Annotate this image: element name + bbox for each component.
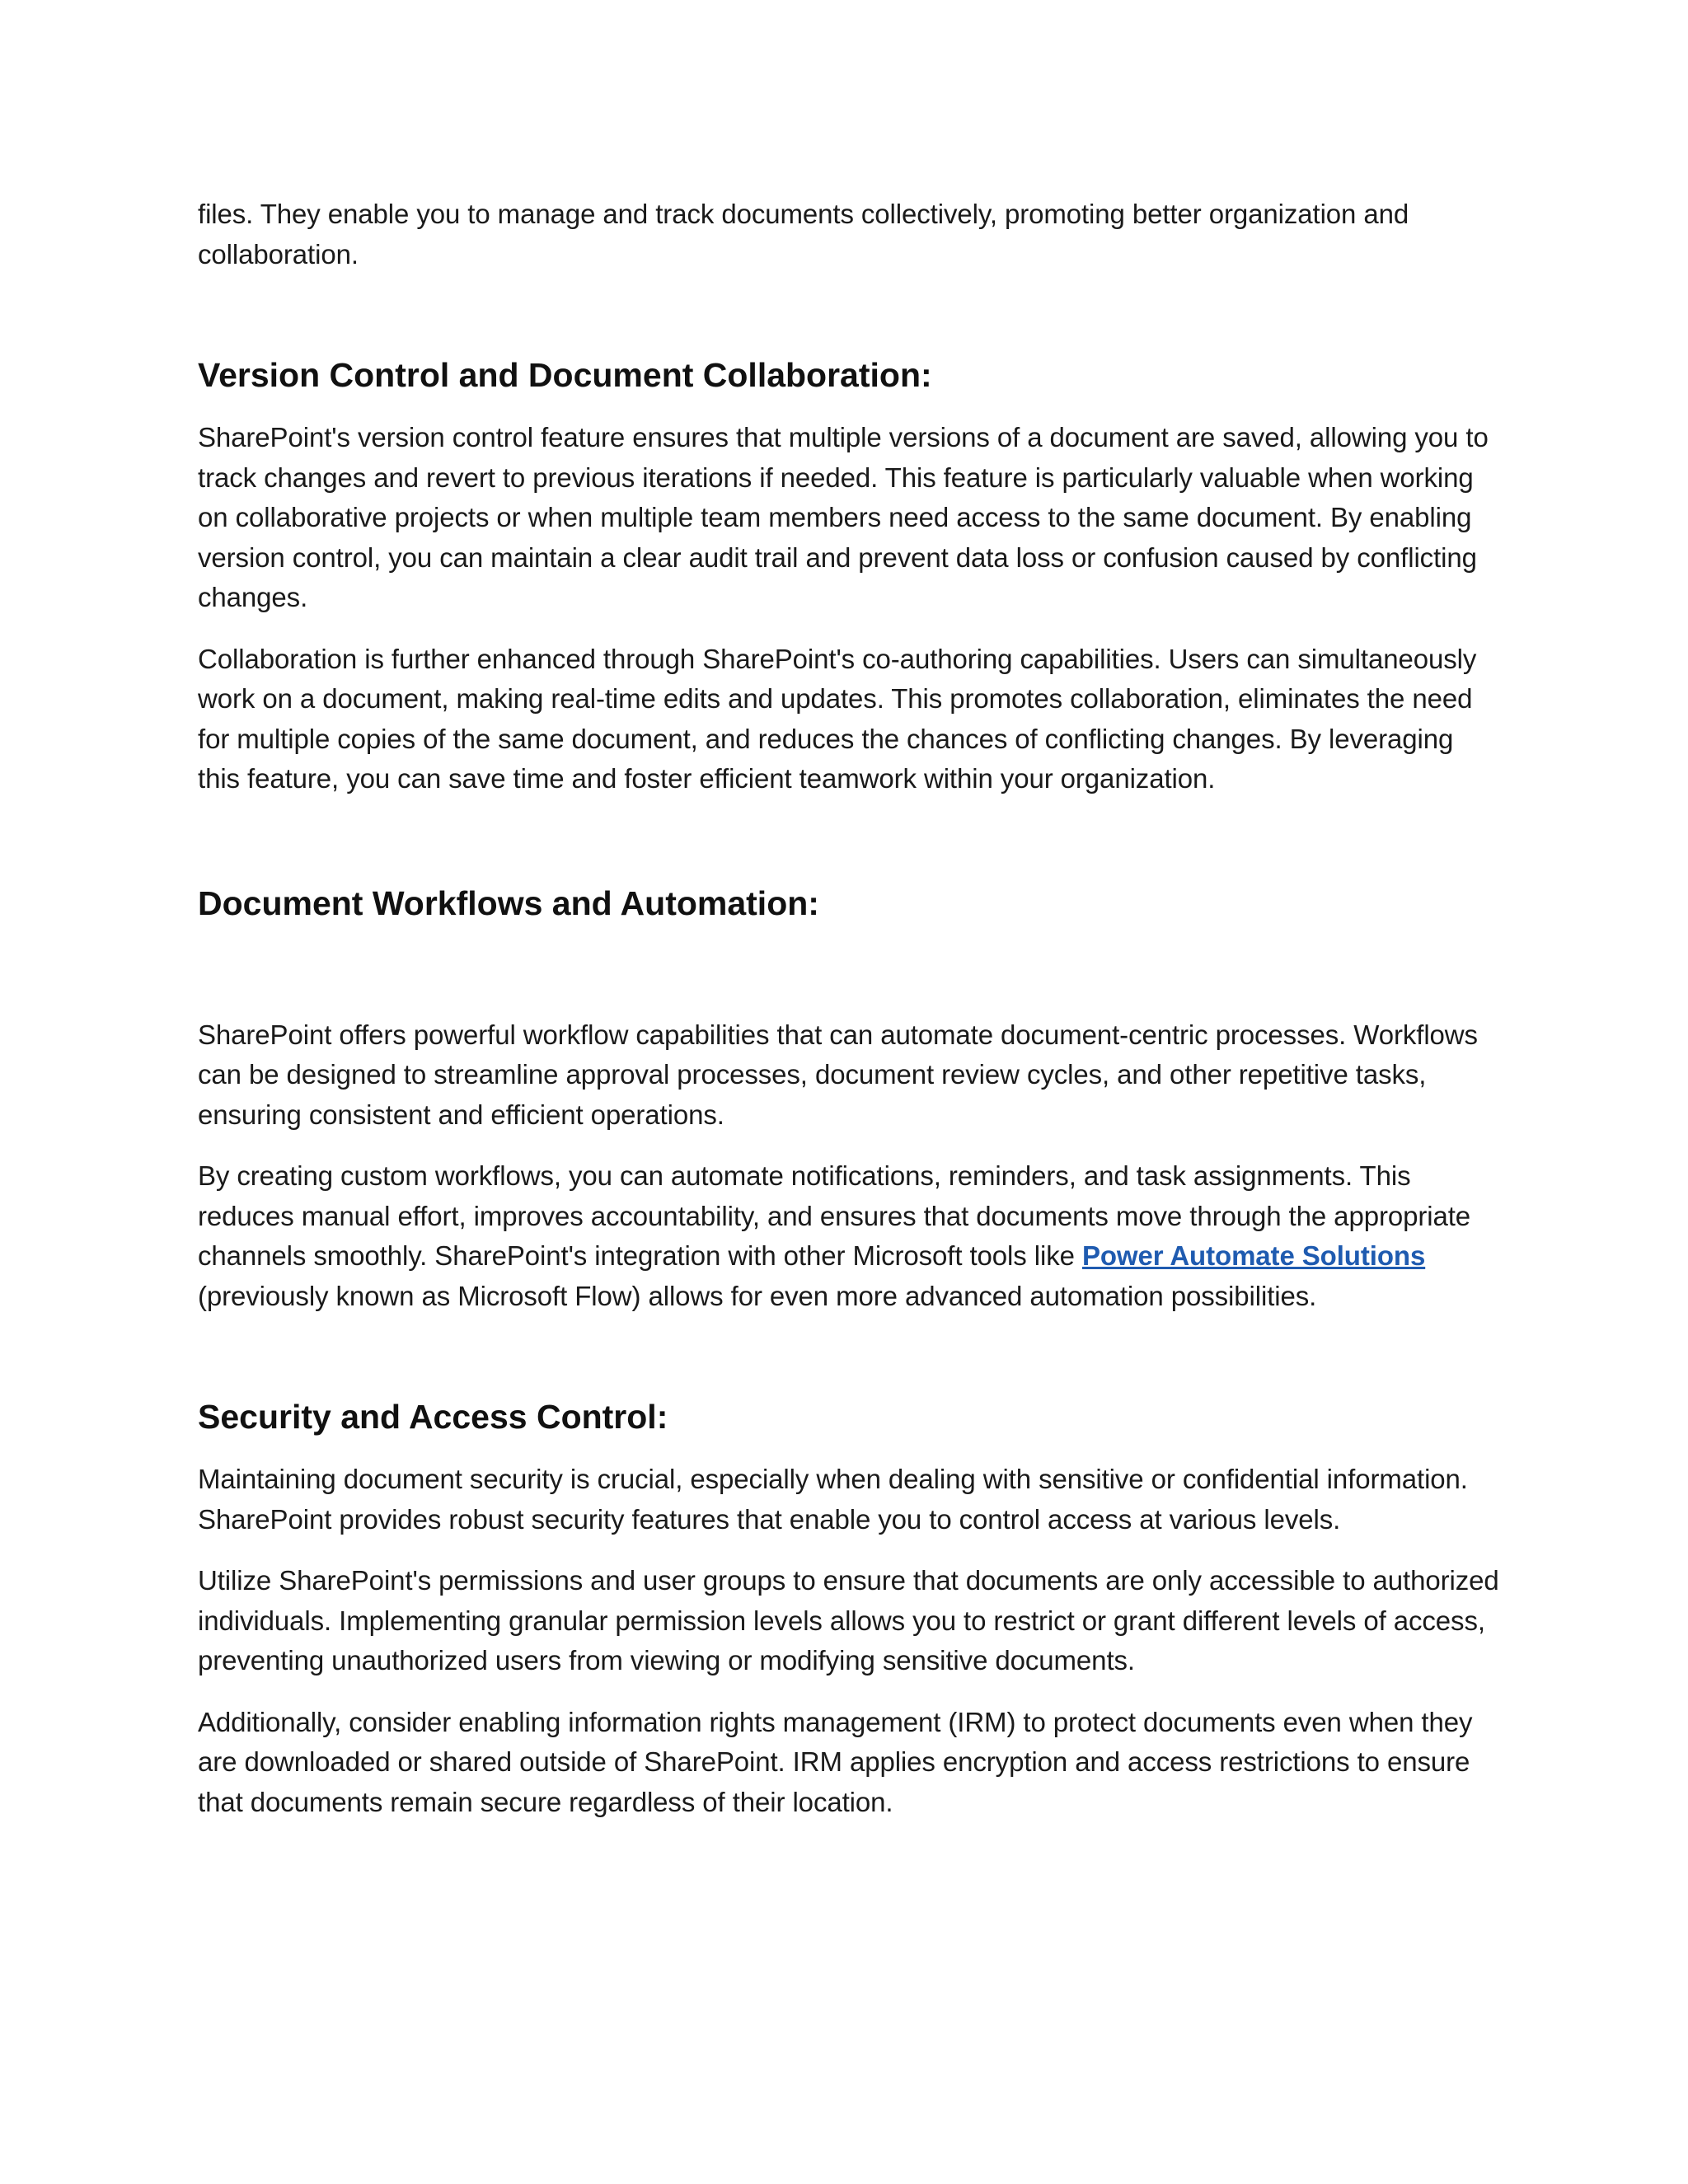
version-control-paragraph-1: SharePoint's version control feature ensures that multiple versions of a document are saved, allowing you to track changes and revert to previous iterations if needed. This feature is particularly valuable when working on collaborative projects or when multiple team members need access to the same document. By enabling version control, you can maintain a clear audit trail and prevent data loss or confusion caused by conflicting changes. bbox=[198, 422, 1489, 612]
intro-paragraph: files. They enable you to manage and track documents collectively, promoting better organization and collaboration. bbox=[198, 199, 1409, 269]
security-paragraph-3: Additionally, consider enabling information rights management (IRM) to protect documents even when they are downloaded or shared outside of SharePoint. IRM applies encryption and access restrictions to ensure that documents remain secure regardless of their location. bbox=[198, 1706, 1473, 1817]
security-paragraph-1: Maintaining document security is crucial, especially when dealing with sensitive or confidential information. SharePoint provides robust security features that enable you to control access at various levels. bbox=[198, 1464, 1468, 1535]
workflows-paragraph-2 bbox=[198, 1156, 1500, 1316]
version-control-section bbox=[198, 354, 1500, 799]
workflows-paragraph-1: SharePoint offers powerful workflow capabilities that can automate document-centric processes. Workflows can be designed to streamline approval processes, document review cycles, and other repetitive tasks, ensuring consistent and efficient operations. bbox=[198, 1019, 1478, 1130]
version-control-heading: Version Control and Document Collaboration: bbox=[198, 356, 932, 394]
version-control-paragraph-2: Collaboration is further enhanced through SharePoint's co-authoring capabilities. Users can simultaneously work on a document, making real-time edits and updates. This promotes collaboration, eliminates the need for multiple copies of the same document, and reduces the chances of conflicting changes. By leveraging this feature, you can save time and foster efficient teamwork within your organization. bbox=[198, 643, 1477, 794]
power-automate-solutions-link[interactable]: Power Automate Solutions bbox=[1081, 1240, 1426, 1271]
workflows-paragraph-2-text-after: (previously known as Microsoft Flow) allows for even more advanced automation possibilities. bbox=[198, 1280, 1317, 1311]
workflows-heading: Document Workflows and Automation: bbox=[198, 883, 819, 922]
document-page bbox=[198, 194, 1500, 1822]
security-heading: Security and Access Control: bbox=[198, 1398, 668, 1436]
security-section bbox=[198, 1395, 1500, 1822]
workflows-section bbox=[198, 882, 1500, 1317]
workflows-paragraph-2-text-before: By creating custom workflows, you can automate notifications, reminders, and task assignments. This reduces manual effort, improves accountability, and ensures that documents move through the appropriate channels smoothly. SharePoint's integration with other Microsoft tools like bbox=[198, 1160, 1471, 1271]
security-paragraph-2: Utilize SharePoint's permissions and user groups to ensure that documents are only accessible to authorized individuals. Implementing granular permission levels allows you to restrict or grant different levels of access, preventing unauthorized users from viewing or modifying sensitive documents. bbox=[198, 1565, 1499, 1675]
